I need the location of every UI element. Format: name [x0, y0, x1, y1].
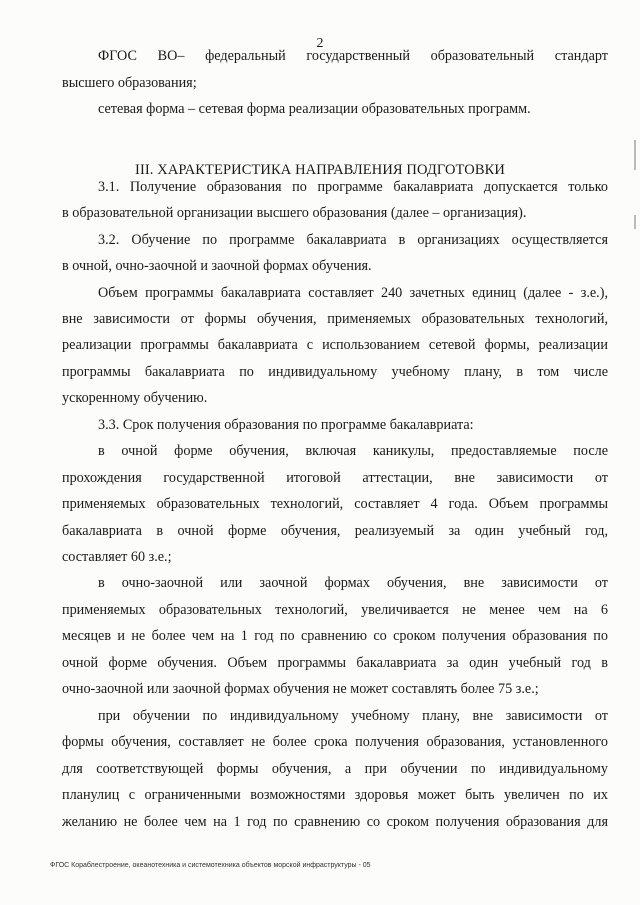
- text-line: сетевая форма – сетевая форма реализации образовательных программ.: [98, 101, 531, 117]
- text-line: желанию не более чем на 1 год по сравнению со сроком получения образования для: [62, 814, 608, 830]
- text-line: составляет 60 з.е.;: [62, 549, 172, 565]
- text-line: для соответствующей формы обучения, а при обучении по индивидуальному: [62, 761, 608, 777]
- page-number: 2: [316, 36, 324, 51]
- text-line: очно-заочной или заочной формах обучения не может составлять более 75 з.е.;: [62, 681, 539, 697]
- text-line: очной форме обучения. Объем программы бакалавриата за один учебный год в: [62, 655, 608, 671]
- text-line: планулиц с ограниченными возможностями здоровья может быть увеличен по их: [62, 787, 608, 803]
- text-line: прохождения государственной итоговой аттестации, вне зависимости от: [62, 470, 608, 486]
- text-line: вне зависимости от формы обучения, применяемых образовательных технологий,: [62, 311, 608, 327]
- text-line: ФГОС ВО– федеральный государственный образовательный стандарт: [98, 48, 608, 64]
- text-line: программы бакалавриата по индивидуальному учебному плану, в том числе: [62, 364, 608, 380]
- text-line: при обучении по индивидуальному учебному плану, вне зависимости от: [98, 708, 608, 724]
- text-line: в очно-заочной или заочной формах обучения, вне зависимости от: [98, 575, 608, 591]
- text-line: в очной форме обучения, включая каникулы, предоставляемые после: [98, 443, 608, 459]
- text-line: бакалавриата в очной форме обучения, реализуемый за один учебный год,: [62, 523, 608, 539]
- text-line: 3.2. Обучение по программе бакалавриата в организациях осуществляется: [98, 232, 608, 248]
- text-line: 3.1. Получение образования по программе бакалавриата допускается только: [98, 179, 608, 195]
- section-heading: III. ХАРАКТЕРИСТИКА НАПРАВЛЕНИЯ ПОДГОТОВКИ: [135, 162, 505, 178]
- scan-edge-mark: [634, 140, 636, 170]
- text-line: Объем программы бакалавриата составляет 240 зачетных единиц (далее - з.е.),: [98, 285, 608, 301]
- text-line: 3.3. Срок получения образования по программе бакалавриата:: [98, 417, 474, 433]
- text-line: формы обучения, составляет не более срока получения образования, установленного: [62, 734, 608, 750]
- text-line: в очной, очно-заочной и заочной формах обучения.: [62, 258, 372, 274]
- text-line: высшего образования;: [62, 75, 197, 91]
- text-line: применяемых образовательных технологий, увеличивается не менее чем на 6: [62, 602, 608, 618]
- text-line: реализации программы бакалавриата с использованием сетевой формы, реализации: [62, 337, 608, 353]
- text-line: применяемых образовательных технологий, составляет 4 года. Объем программы: [62, 496, 608, 512]
- document-footer: ФГОС Кораблестроение, океанотехника и системотехника объектов морской инфраструктуры - 05: [50, 862, 371, 869]
- text-line: в образовательной организации высшего образования (далее – организация).: [62, 205, 527, 221]
- scan-edge-mark: [634, 215, 636, 229]
- text-line: месяцев и не более чем на 1 год по сравнению со сроком получения образования по: [62, 628, 608, 644]
- text-line: ускоренному обучению.: [62, 390, 208, 406]
